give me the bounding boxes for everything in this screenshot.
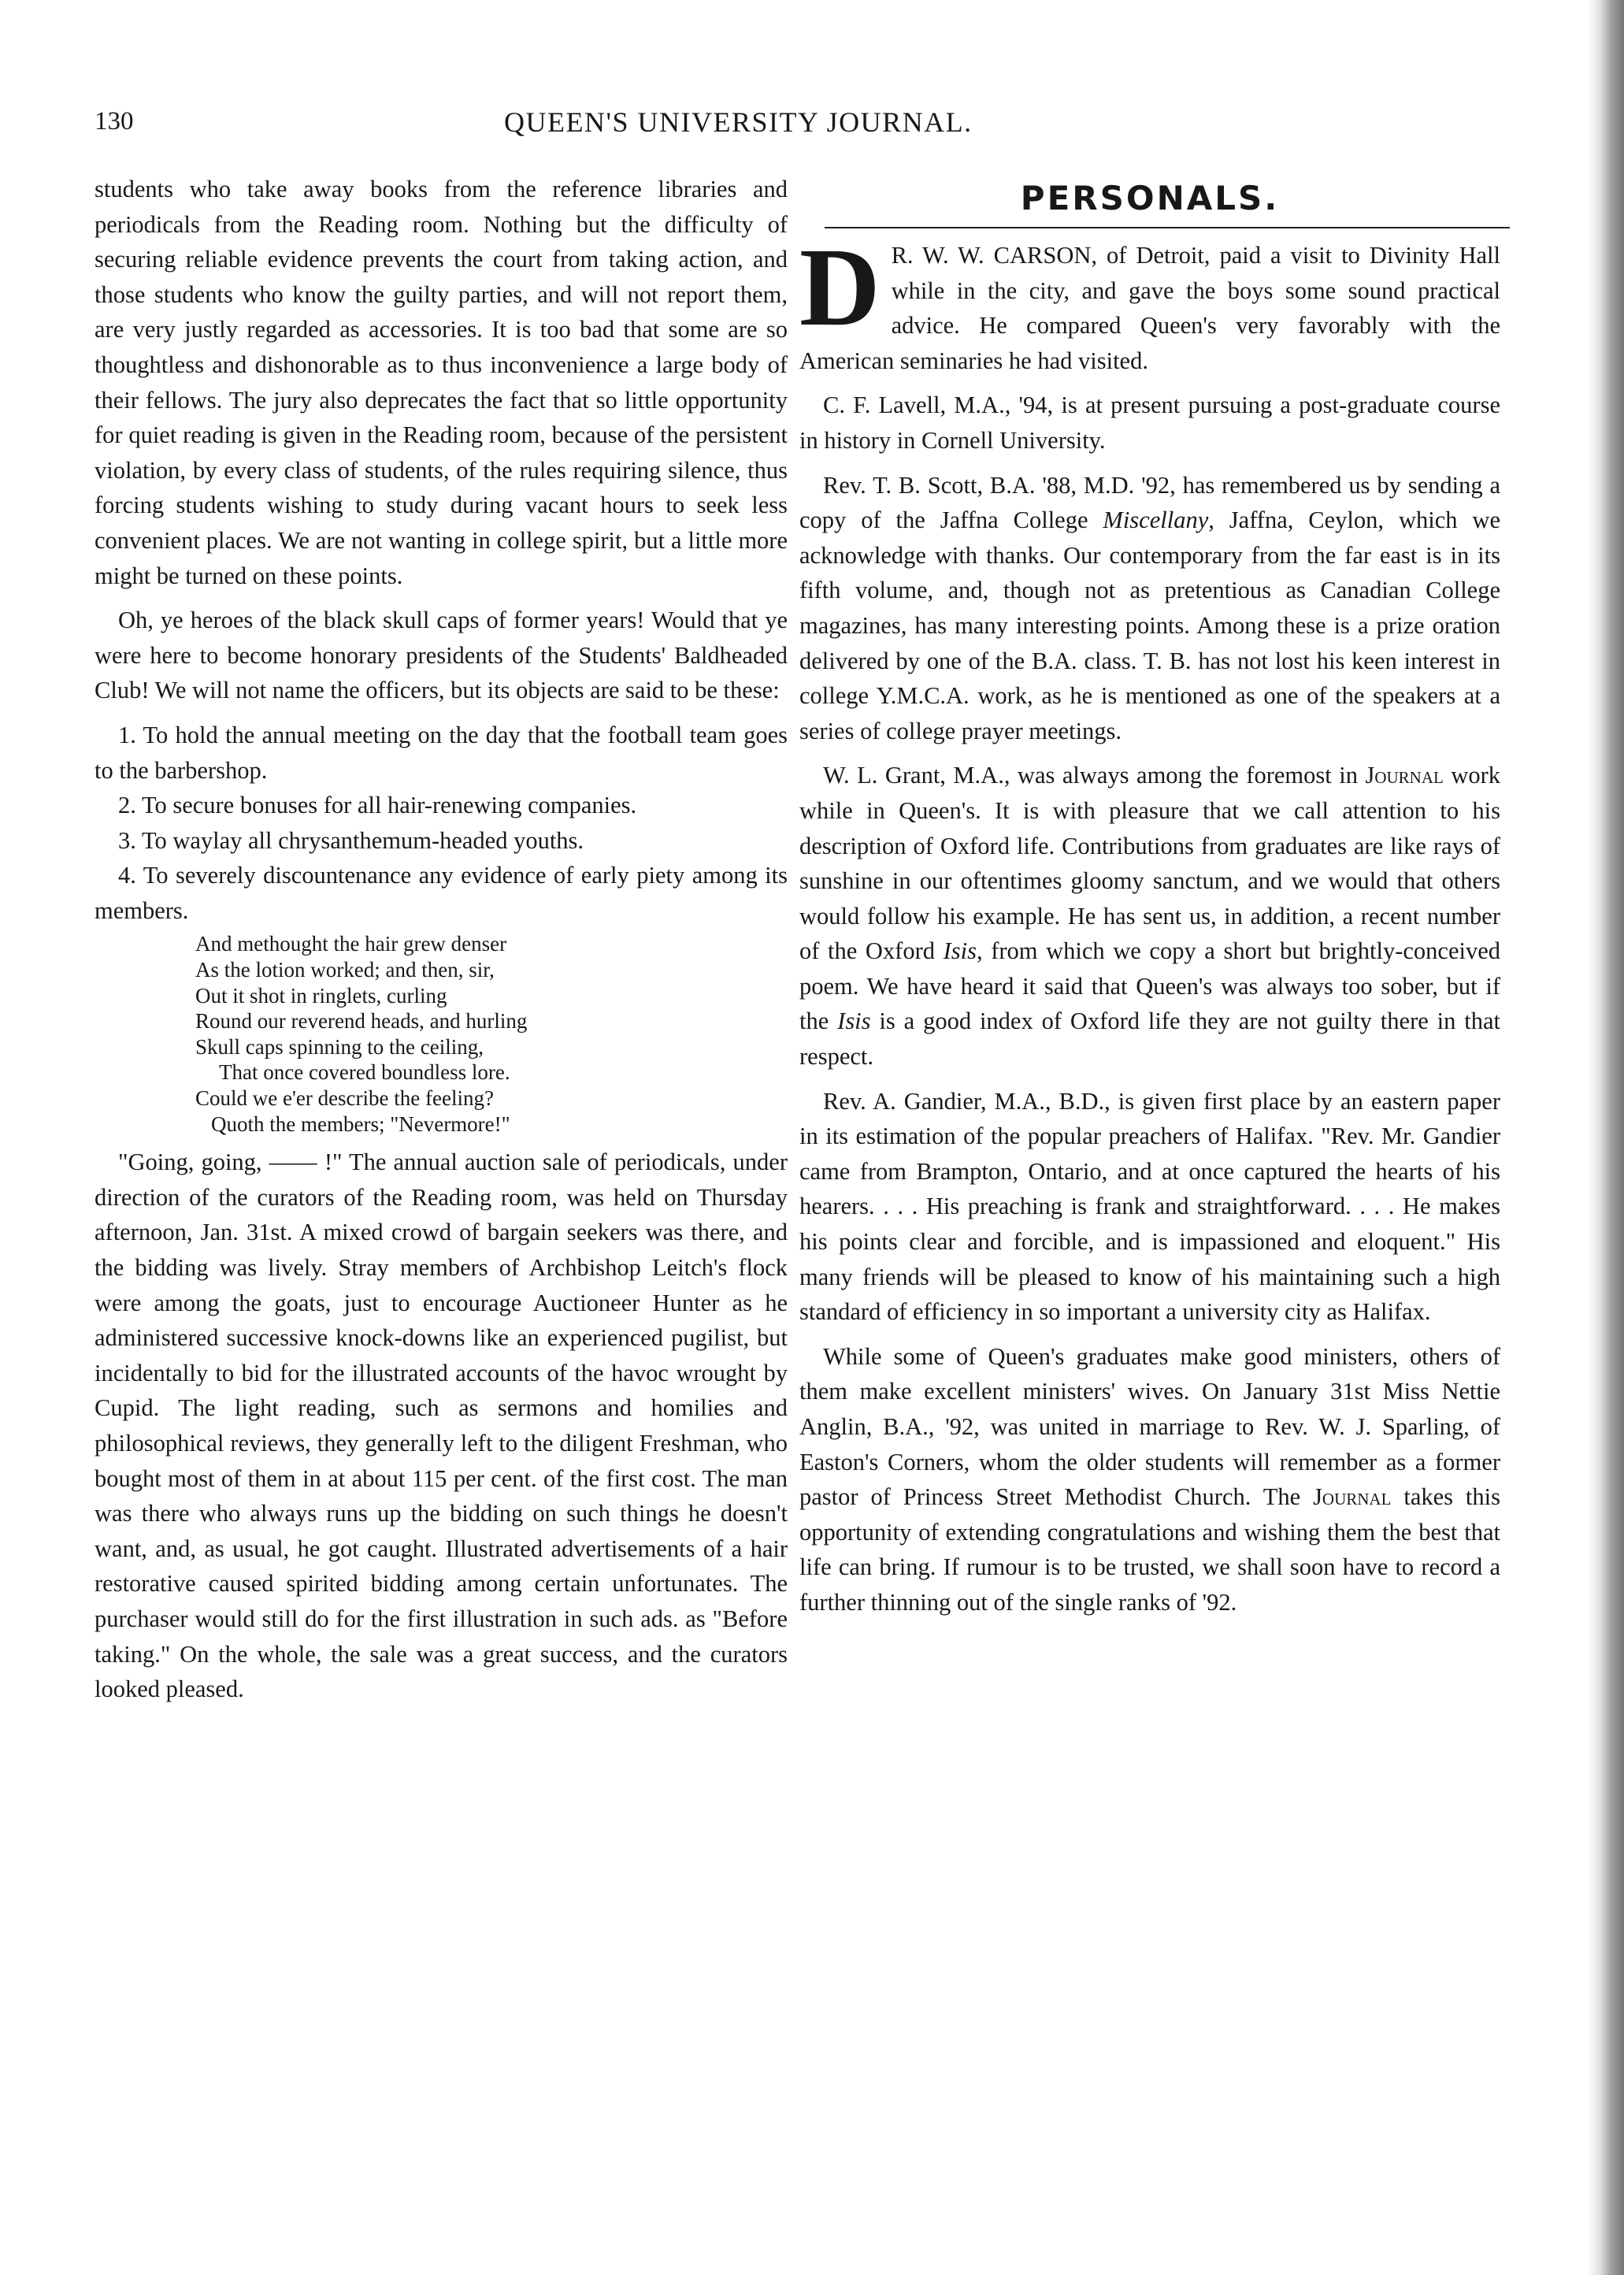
gandier-paragraph: Rev. A. Gandier, M.A., B.D., is given first place by an eastern paper in its estimation of the popular preachers of Halifax. "Rev. Mr. Gandier came from Brampton, Ontario, and at once captured the hearts of his hearers. . . . His preaching is frank and straightforward. . . . He makes his points clear and forcible, and is impassioned and eloquent." His many friends will be pleased to know of his maintaining such a high standard of efficiency in so important a university city as Halifax.: [799, 1087, 1500, 1326]
scott-text-b: , Jaffna, Ceylon, which we acknowledge with thanks. Our contemporary from the far east is in its fifth volume, and, though not as pretentious as Canadian College magazines, has many interesting points. Among these is a prize oration delivered by one of the B.A. class. T. B. has not lost his keen interest in college Y.M.C.A. work, as he is mentioned as one of the speakers at a series of college prayer meetings.: [799, 507, 1500, 744]
list-item: 2. To secure bonuses for all hair-renewing companies.: [118, 792, 637, 819]
carson-text: R. W. W. CARSON, of Detroit, paid a visit to Divinity Hall while in the city, and gave the boys some sound practical advice. He compared Queen's very favorably with the American seminaries he had visited.: [799, 242, 1500, 374]
grant-text-a: W. L. Grant, M.A., was always among the foremost in: [823, 762, 1366, 789]
miscellany-title: Miscellany: [1103, 507, 1209, 534]
page-number: 130: [95, 107, 134, 135]
left-column: [95, 172, 788, 1716]
poem-line: Skull caps spinning to the ceiling,: [195, 1034, 484, 1059]
scott-text-a: Rev. T. B. Scott, B.A. '88, M.D. '92, has remembered us by sending a copy of the Jaffna College: [799, 471, 1500, 534]
journal-name: Journal: [1313, 1483, 1392, 1511]
page-edge-shadow: [1588, 0, 1624, 2275]
poem-line: Round our reverend heads, and hurling: [195, 1009, 528, 1034]
right-column: [799, 172, 1500, 1630]
section-title: PERSONALS.: [1020, 179, 1280, 217]
isis-title: Isis: [837, 1008, 871, 1035]
anglin-paragraph: [799, 1339, 1500, 1620]
poem-line: And methought the hair grew denser: [195, 932, 507, 956]
poem-line: Could we e'er describe the feeling?: [195, 1086, 494, 1111]
poem-line: Out it shot in ringlets, curling: [195, 983, 447, 1008]
journal-name: Journal: [1365, 762, 1444, 789]
list-item: 3. To waylay all chrysanthemum-headed youths.: [118, 826, 584, 854]
poem-line: As the lotion worked; and then, sir,: [195, 958, 495, 982]
grant-paragraph: [799, 758, 1500, 1074]
lavell-paragraph: C. F. Lavell, M.A., '94, is at present pursuing a post-graduate course in history in Cornell University.: [799, 392, 1500, 454]
poem-line: Quoth the members; "Nevermore!": [211, 1112, 510, 1136]
title-rule: [825, 227, 1510, 228]
drop-cap: D: [799, 225, 881, 349]
poem-line: That once covered boundless lore.: [219, 1060, 510, 1085]
club-paragraph: Oh, ye heroes of the black skull caps of former years! Would that ye were here to become honorary presidents of the Students' Baldheaded Club! We will not name the officers, but its objects are said to be these:: [95, 607, 788, 704]
scott-paragraph: [799, 468, 1500, 749]
list-item: 4. To severely discountenance any evidence of early piety among its members.: [95, 862, 788, 924]
continued-paragraph: students who take away books from the reference libraries and periodicals from the Reading room. Nothing but the difficulty of securing reliable evidence prevents the court from taking action, and those students who know the guilty parties, and will not report them, are very justly regarded as accessories. It is too bad that some are so thoughtless and dishonorable as to thus inconvenience a large body of their fellows. The jury also deprecates the fact that so little opportunity for quiet reading is given in the Reading room, because of the persistent violation, by every class of students, of the rules requiring silence, thus forcing students wishing to study during vacant hours to seek less convenient places. We are not wanting in college spirit, but a little more might be turned on these points.: [95, 176, 788, 589]
club-objects-list: [95, 718, 788, 929]
journal-title: QUEEN'S UNIVERSITY JOURNAL.: [504, 106, 973, 138]
grant-text-d: is a good index of Oxford life they are not guilty there in that respect.: [799, 1008, 1500, 1071]
list-item: 1. To hold the annual meeting on the day that the football team goes to the barbershop.: [95, 721, 788, 784]
isis-title: Isis: [943, 937, 977, 965]
anglin-text-b: takes this opportunity of extending congratulations and wishing them the best that life can bring. If rumour is to be trusted, we shall soon have to record a further thinning out of the single ranks of '92.: [799, 1483, 1500, 1616]
poem: [195, 931, 788, 1137]
carson-paragraph: [799, 225, 1500, 378]
grant-text-b: work while in Queen's. It is with pleasure that we call attention to his description of Oxford life. Contributions from graduates are like rays of sunshine in our oftentimes gloomy sanctum, and we would that others would follow his example. He has sent us, in addition, a recent number of the Oxford: [799, 762, 1501, 965]
grant-text-c: , from which we copy a short but brightly-conceived poem. We have heard it said that Queen's was always too sober, but if the: [799, 937, 1501, 1035]
auction-paragraph: "Going, going, —— !" The annual auction sale of periodicals, under direction of the curators of the Reading room, was held on Thursday afternoon, Jan. 31st. A mixed crowd of bargain seekers was there, and the bidding was lively. Stray members of Archbishop Leitch's flock were among the goats, just to encourage Auctioneer Hunter as he administered successive knock-downs like an experienced pugilist, but incidentally to bid for the illustrated accounts of the havoc wrought by Cupid. The light reading, such as sermons and homilies and philosophical reviews, they generally left to the diligent Freshman, who bought most of them in at about 115 per cent. of the first cost. The man was there who always runs up the bidding on such things he doesn't want, and, as usual, he got caught. Illustrated advertisements of a hair restorative caused spirited bidding among certain unfortunates. The purchaser would still do for the first illustration in such ads. as "Before taking." On the whole, the sale was a great success, and the curators looked pleased.: [95, 1149, 788, 1703]
anglin-text-a: While some of Queen's graduates make good ministers, others of them make excellent ministers' wives. On January 31st Miss Nettie Anglin, B.A., '92, was united in marriage to Rev. W. J. Sparling, of Easton's Corners, whom the older students will remember as a former pastor of Princess Street Methodist Church. The: [799, 1342, 1500, 1511]
